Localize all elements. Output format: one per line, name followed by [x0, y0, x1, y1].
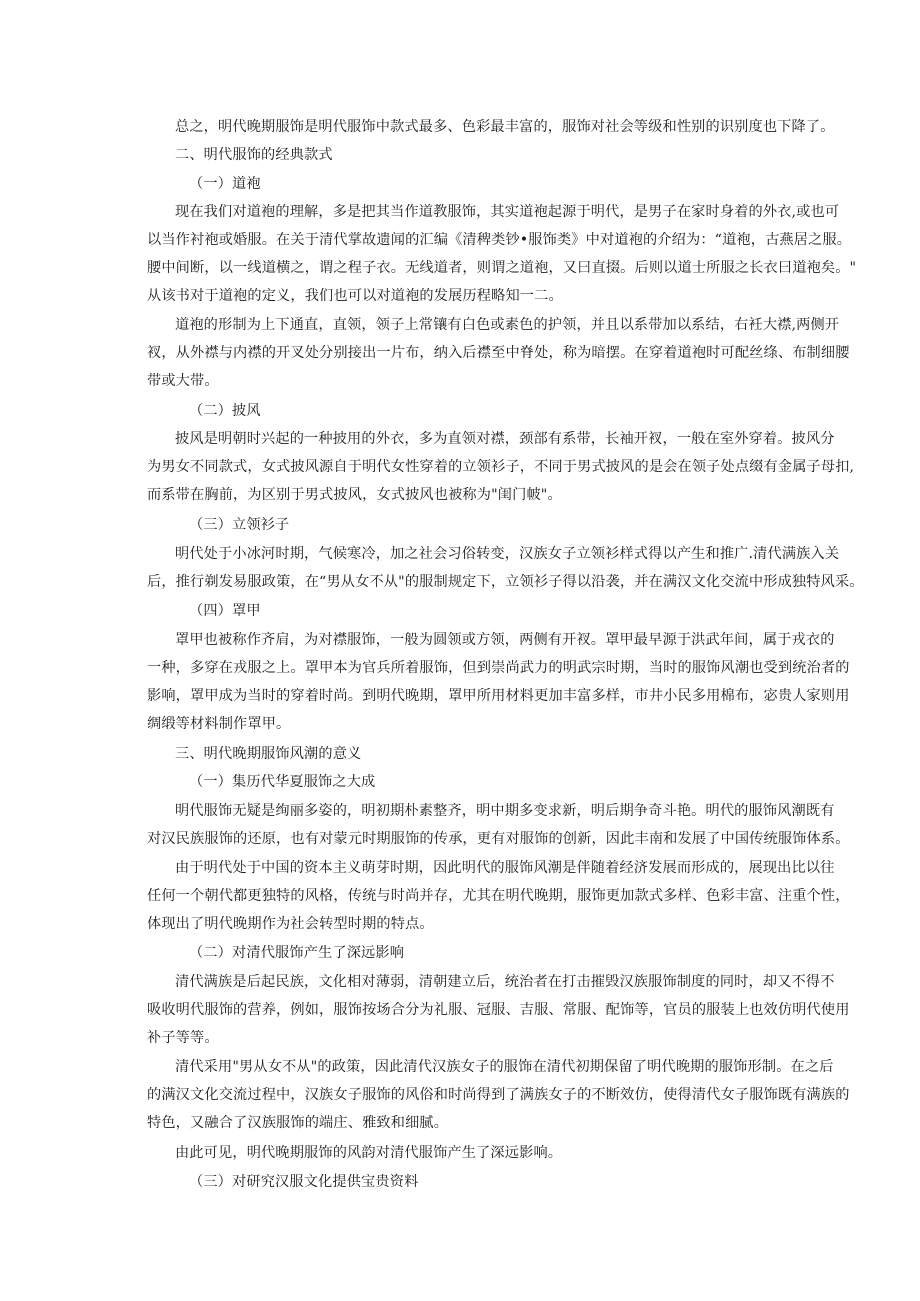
subheading-pifeng	[147, 397, 787, 425]
subheading-text: （一）道袍	[189, 176, 261, 192]
subheading-daopao	[147, 170, 787, 198]
paragraph-line: 以当作衬袍或婚服。在关于清代掌故遗闻的汇编《清稗类钞•服饰类》中对道袍的介绍为：“道袍，古燕居之服。	[147, 232, 852, 248]
paragraph-line: 体现出了明代晚期作为社会转型时期的特点。	[147, 916, 434, 932]
subheading-research-value	[147, 1168, 787, 1196]
paragraph-liling	[147, 540, 864, 596]
paragraph-line: 清代满族是后起民族，文化相对薄弱，清朝建立后，统治者在打击摧毁汉族服饰制度的同时，却又不得不	[175, 974, 835, 990]
paragraph-line: 总之，明代晚期服饰是明代服饰中款式最多、色彩最丰富的，服饰对社会等级和性别的识别度也下降了。	[175, 119, 835, 135]
paragraph-line: 清代采用"男从女不从"的政策，因此清代汉族女子的服饰在清代初期保留了明代晚期的服饰形制。在之后	[175, 1059, 834, 1075]
heading-text: 二、明代服饰的经典款式	[175, 147, 333, 163]
subheading-zhaojia	[147, 597, 787, 625]
paragraph-line: 罩甲也被称作齐肩，为对襟服饰，一般为圆领或方领，两侧有开衩。罩甲最早源于洪武年间，属于戎衣的	[175, 632, 835, 648]
paragraph-conclusion	[147, 113, 835, 141]
paragraph-line: 补子等等。	[147, 1030, 219, 1046]
subheading-text: （三）立领衫子	[189, 517, 290, 533]
paragraph-line: 后，推行剃发易服政策，在“男从女不从"的服制规定下，立领衫子得以沿袭，并在满汉文化交流中形成独特风采。	[147, 574, 864, 590]
paragraph-line: 明代处于小冰河时期，气候寒冷，加之社会习俗转变，汉族女子立领衫样式得以产生和推广.清代满族入关	[175, 546, 840, 562]
paragraph-culmination-2	[147, 854, 850, 938]
paragraph-line: 任何一个朝代都更独特的风格，传统与时尚并存，尤其在明代晚期，服饰更加款式多样、色彩丰富、注重个性，	[147, 888, 850, 904]
paragraph-line: 由于明代处于中国的资本主义萌芽时期，因此明代的服饰风潮是伴随着经济发展而形成的，展现出比以往	[175, 860, 835, 876]
paragraph-daopao-intro	[147, 198, 857, 310]
paragraph-line: 从该书对于道袍的定义，我们也可以对道袍的发展历程略知一二。	[147, 288, 563, 304]
paragraph-line: 道袍的形制为上下通直，直领，领子上常镶有白色或素色的护领，并且以系带加以系结，右衽大襟,两侧开	[175, 317, 840, 333]
paragraph-line: 衩，从外襟与内襟的开叉处分别接出一片布，纳入后襟至中脊处，称为暗摆。在穿着道袍时可配丝绦、布制细腰	[147, 345, 850, 361]
subheading-qing-influence	[147, 939, 787, 967]
paragraph-line: 腰中间断，以一线道横之，谓之程子衣。无线道者，则谓之道袍，又曰直掇。后则以道士所服之长衣曰道袍矣。"	[147, 260, 857, 276]
paragraph-qing-summary	[147, 1139, 787, 1167]
paragraph-line: 绸缎等材料制作罩甲。	[147, 716, 291, 732]
paragraph-qing-2	[147, 1053, 850, 1137]
paragraph-daopao-form	[147, 311, 850, 395]
paragraph-line: 带或大带。	[147, 373, 219, 389]
paragraph-line: 现在我们对道袍的理解，多是把其当作道教服饰，其实道袍起源于明代，是男子在家时身着的外衣,或也可	[175, 204, 840, 220]
paragraph-line: 披风是明朝时兴起的一种披用的外衣，多为直领对襟，颈部有系带，长袖开衩，一般在室外穿着。披风分	[175, 431, 835, 447]
paragraph-line: 影响，罩甲成为当时的穿着时尚。到明代晚期，罩甲所用材料更加丰富多样，市井小民多用棉布，宓贵人家则用	[147, 688, 850, 704]
subheading-text: （二）披风	[189, 403, 261, 419]
paragraph-line: 而系带在胸前，为区别于男式披风，女式披风也被称为"闺门帔"。	[147, 487, 562, 503]
subheading-culmination	[147, 768, 787, 796]
section-heading-significance	[147, 740, 787, 768]
paragraph-line: 对汉民族服饰的还原，也有对蒙元时期服饰的传承，更有对服饰的创新，因此丰南和发展了中国传统服饰体系。	[147, 831, 850, 847]
paragraph-qing-1	[147, 968, 850, 1052]
paragraph-line: 一种，多穿在戎服之上。罩甲本为官兵所着服饰，但到崇尚武力的明武宗时期，当时的服饰风潮也受到统治者的	[147, 660, 850, 676]
paragraph-line: 特色，又融合了汉族服饰的端庄、雅致和细腻。	[147, 1115, 449, 1131]
heading-text: 三、明代晚期服饰风潮的意义	[175, 746, 362, 762]
paragraph-line: 明代服饰无疑是绚丽多姿的，明初期朴素整齐，明中期多变求新，明后期争奇斗艳。明代的服饰风潮既有	[175, 803, 835, 819]
paragraph-pifeng	[147, 425, 855, 509]
paragraph-line: 由此可见，明代晚期服饰的风韵对清代服饰产生了深远影响。	[175, 1145, 563, 1161]
section-heading-classic-styles	[147, 141, 787, 169]
subheading-text: （四）罩甲	[189, 603, 261, 619]
paragraph-line: 吸收明代服饰的营养，例如，服饰按场合分为礼服、冠服、吉服、常服、配饰等，官员的服装上也效仿明代使用	[147, 1002, 850, 1018]
paragraph-line: 为男女不同款式，女式披风源自于明代女性穿着的立领衫子，不同于男式披风的是会在领子处点缀有金属子母扣,	[147, 459, 855, 475]
subheading-text: （二）对清代服饰产生了深远影响	[189, 945, 405, 961]
subheading-text: （三）对研究汉服文化提供宝贵资料	[189, 1174, 419, 1190]
subheading-text: （一）集历代华夏服饰之大成	[189, 774, 376, 790]
subheading-liling	[147, 511, 787, 539]
paragraph-zhaojia	[147, 626, 850, 738]
paragraph-culmination-1	[147, 797, 850, 853]
paragraph-line: 的满汉文化交流过程中，汉族女子服饰的风俗和时尚得到了满族女子的不断效仿，使得清代女子服饰既有满族的	[147, 1087, 850, 1103]
